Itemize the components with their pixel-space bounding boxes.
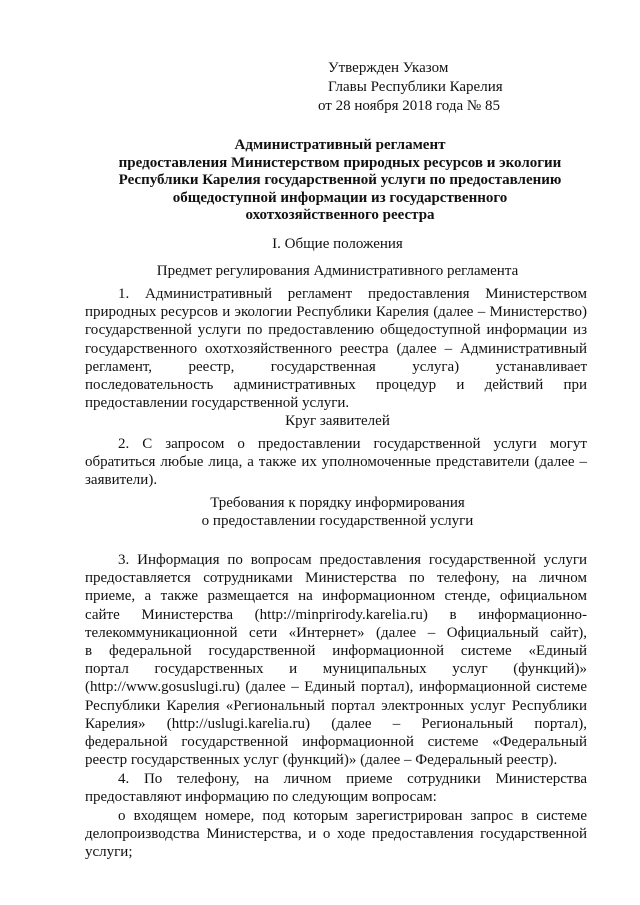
section-heading <box>60 235 615 253</box>
paragraph-line: регламент, реестр, государственная услуга) устанавливает <box>85 358 587 375</box>
paragraph-line: 2. С запросом о предоставлении государственной услуги могут <box>118 436 587 452</box>
paragraph-line: телекоммуникационной сети «Интернет» (далее – Официальный сайт), <box>85 624 587 641</box>
paragraph-line: предоставлении государственной услуги. <box>85 395 350 412</box>
subject-heading-text: Предмет регулирования Административного регламента <box>156 263 519 279</box>
paragraph-1 <box>85 285 587 412</box>
title-line: охотхозяйственного реестра <box>245 207 435 223</box>
title-line: Республики Карелия государственной услуги по предоставлению <box>118 172 562 188</box>
paragraph-line: портал государственных и муниципальных услуг (функций)» <box>85 661 587 678</box>
paragraph-line: в федеральной государственной информационной системе «Единый <box>85 643 587 660</box>
paragraph-line: 4. По телефону, на личном приеме сотрудники Министерства <box>118 771 587 787</box>
paragraph-line: Республики Карелия «Региональный портал электронных услуг Республики <box>85 697 587 714</box>
approval-line-3: от 28 ноября 2018 года № 85 <box>318 98 500 114</box>
applicants-heading-text: Круг заявителей <box>285 413 390 429</box>
paragraph-line: 1. Административный регламент предоставления Министерством <box>118 286 587 302</box>
subject-heading <box>60 262 615 280</box>
paragraph-5 <box>85 807 587 862</box>
paragraph-line: услуги; <box>85 844 133 861</box>
paragraph-line: 3. Информация по вопросам предоставления государственной услуги <box>118 552 587 568</box>
paragraph-line: сайте Министерства (http://minprirody.karelia.ru) в информационно- <box>85 606 587 623</box>
paragraph-3 <box>85 551 587 769</box>
approval-stamp <box>318 59 503 116</box>
approval-line-1: Утвержден Указом <box>328 60 449 76</box>
info-heading-line: Требования к порядку информирования <box>210 495 465 511</box>
approval-line-2: Главы Республики Карелия <box>328 79 503 95</box>
info-heading-line: о предоставлении государственной услуги <box>201 513 474 529</box>
info-heading <box>60 494 615 530</box>
title-line: Административный регламент <box>234 137 446 153</box>
applicants-heading <box>60 412 615 430</box>
paragraph-line: заявители). <box>85 472 158 489</box>
section-heading-text: I. Общие положения <box>272 236 403 252</box>
paragraph-line: делопроизводства Министерства, и о ходе предоставления государственной <box>85 826 587 843</box>
paragraph-line: федеральной государственной информационной системе «Федеральный <box>85 734 587 751</box>
paragraph-line: последовательность административных процедур и действий при <box>85 377 587 394</box>
paragraph-line: предоставляется сотрудниками Министерства по телефону, на личном <box>85 570 587 587</box>
paragraph-line: приеме, а также размещается на информационном стенде, официальном <box>85 588 587 605</box>
paragraph-line: о входящем номере, под которым зарегистрирован запрос в системе <box>118 808 587 824</box>
document-title <box>110 137 570 225</box>
paragraph-4 <box>85 770 587 806</box>
paragraph-line: Карелия» (http://uslugi.karelia.ru) (далее – Региональный портал), <box>85 715 587 732</box>
paragraph-line: предоставляют информацию по следующим вопросам: <box>85 789 437 806</box>
title-line: предоставления Министерством природных ресурсов и экологии <box>118 154 562 171</box>
paragraph-line: природных ресурсов и экологии Республики Карелия (далее – Министерство) <box>85 304 587 321</box>
paragraph-2 <box>85 435 587 490</box>
title-line: общедоступной информации из государственного <box>172 189 508 206</box>
paragraph-line: (http://www.gosuslugi.ru) (далее – Единый портал), информационной системе <box>85 679 587 696</box>
paragraph-line: государственной услуги по предоставлению общедоступной информации из <box>85 322 587 339</box>
paragraph-line: реестр государственных услуг (функций)» (далее – Федеральный реестр). <box>85 752 558 769</box>
paragraph-line: государственного охотхозяйственного реестра (далее – Административный <box>85 340 587 357</box>
paragraph-line: обратиться любые лица, а также их уполномоченные представители (далее – <box>85 454 587 471</box>
